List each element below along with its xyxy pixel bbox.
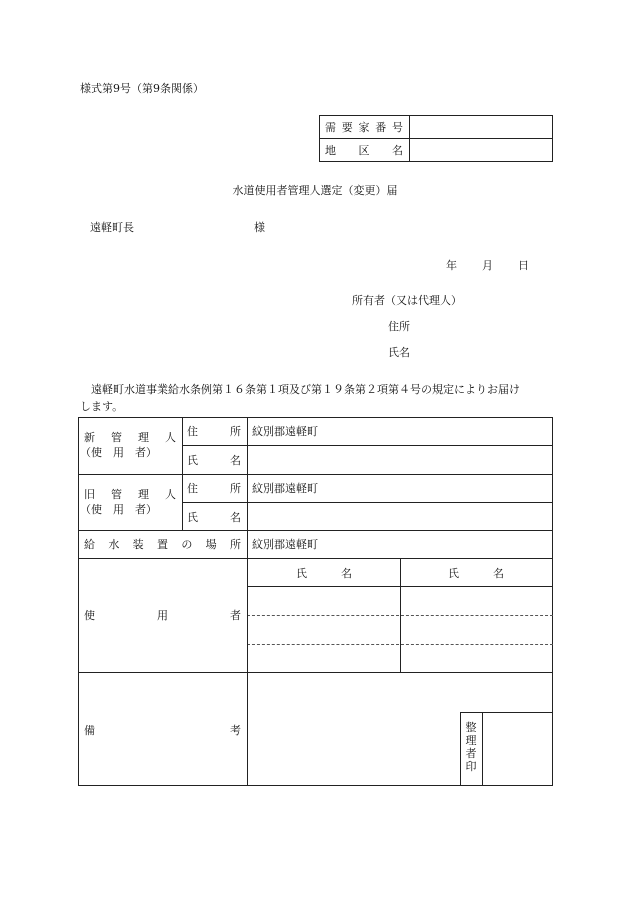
old-manager-label: 旧 管 理 人 bbox=[84, 488, 176, 501]
remarks-label: 備 考 bbox=[84, 724, 241, 737]
applicant-name-label[interactable]: 氏名 bbox=[388, 346, 410, 359]
organizer-seal-label: 整 理 者 印 bbox=[465, 721, 477, 773]
addressee-name: 遠軽町長 bbox=[90, 221, 134, 234]
users-label: 使 用 者 bbox=[84, 609, 241, 622]
new-manager-address-label: 住 所 bbox=[187, 425, 241, 438]
new-manager-name-label: 氏 名 bbox=[187, 454, 241, 467]
district-label: 地 区 名 bbox=[325, 144, 403, 157]
old-manager-user-label: （使 用 者） bbox=[80, 503, 157, 516]
customer-number-label: 需 要 家 番 号 bbox=[325, 121, 403, 134]
device-location-field[interactable]: 紋別郡遠軽町 bbox=[252, 538, 318, 551]
document-title: 水道使用者管理人選定（変更）届 bbox=[232, 184, 398, 197]
date-year[interactable]: 年 bbox=[446, 259, 457, 272]
body-text-line1: 遠軽町水道事業給水条例第１６条第１項及び第１９条第２項第４号の規定によりお届け bbox=[91, 383, 520, 396]
device-location-label: 給 水 装 置 の 場 所 bbox=[84, 538, 241, 551]
body-text-line2: します。 bbox=[80, 400, 124, 413]
applicant-address-label[interactable]: 住所 bbox=[388, 320, 410, 333]
form-number: 様式第9号（第9条関係） bbox=[80, 82, 204, 95]
users-col1-header: 氏 名 bbox=[296, 567, 352, 580]
new-manager-label: 新 管 理 人 bbox=[84, 431, 176, 444]
new-manager-address-field[interactable]: 紋別郡遠軽町 bbox=[252, 425, 318, 438]
old-manager-address-label: 住 所 bbox=[187, 482, 241, 495]
date-month[interactable]: 月 bbox=[482, 259, 493, 272]
owner-label: 所有者（又は代理人） bbox=[352, 294, 462, 307]
old-manager-name-label: 氏 名 bbox=[187, 511, 241, 524]
old-manager-address-field[interactable]: 紋別郡遠軽町 bbox=[252, 482, 318, 495]
users-col2-header: 氏 名 bbox=[448, 567, 504, 580]
addressee-honorific: 様 bbox=[254, 221, 265, 234]
new-manager-user-label: （使 用 者） bbox=[80, 446, 157, 459]
date-day[interactable]: 日 bbox=[518, 259, 529, 272]
